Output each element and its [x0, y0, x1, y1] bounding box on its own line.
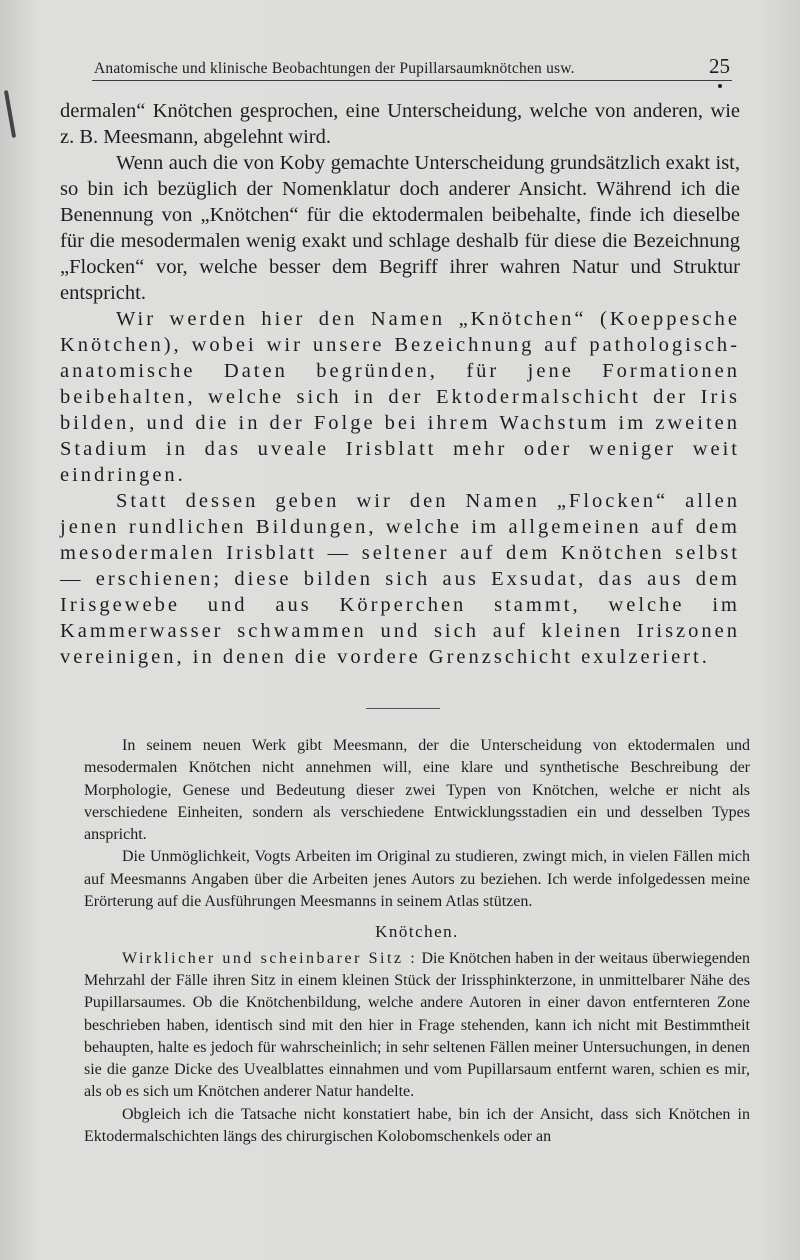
paragraph-3: Wir werden hier den Namen „Knötchen“ (Koeppesche Knötchen), wobei wir unsere Bezeichnung auf pathologisch-anatomische Daten begründen, für jene Formationen beibehalten, welche sich in der Ektodermalschicht der Iris bilden, und die in der Folge bei ihrem Wachstum im zweiten Stadium in das uveale Irisblatt mehr oder weniger weit eindringen.: [60, 308, 740, 486]
section-divider: [366, 708, 440, 709]
paragraph-1: dermalen“ Knötchen gesprochen, eine Unterscheidung, welche von anderen, wie z. B. Meesmann, abgelehnt wird.: [60, 100, 740, 148]
running-title: Anatomische und klinische Beobachtungen der Pupillarsaumknötchen usw.: [94, 60, 575, 77]
note-paragraph-2: Die Unmöglichkeit, Vogts Arbeiten im Original zu studieren, zwingt mich, in vielen Fällen mich auf Meesmanns Angaben über die Arbeiten jenes Autors zu beziehen. Ich werde infolgedessen meine Erörterung auf die Ausführungen Meesmanns in seinem Atlas stützen.: [84, 848, 750, 911]
page-header: [92, 52, 732, 81]
paragraph-4: Statt dessen geben wir den Namen „Flocken“ allen jenen rundlichen Bildungen, welche im allgemeinen auf dem mesodermalen Irisblatt — seltener auf dem Knötchen selbst — erschienen; diese bilden sich aus Exsudat, das aus dem Irisgewebe und aus Körperchen stammt, welche im Kammerwasser schwammen und sich auf kleinen Iriszonen vereinigen, in denen die vordere Grenzschicht exulzeriert.: [60, 490, 740, 668]
spaced-lead: Wirklicher und scheinbarer Sitz :: [122, 949, 418, 967]
pencil-mark: [4, 90, 16, 138]
paragraph-2: Wenn auch die von Koby gemachte Unterscheidung grundsätzlich exakt ist, so bin ich bezüglich der Nomenklatur doch anderer Ansicht. Während ich die Benennung von „Knötchen“ für die ektodermalen beibehalte, finde ich dieselbe für die mesodermalen wenig exakt und schlage deshalb für diese die Bezeichnung „Flocken“ vor, welche besser dem Begriff ihrer wahren Natur und Struktur entspricht.: [60, 152, 740, 304]
note-paragraph-3-text: Die Knötchen haben in der weitaus überwiegenden Mehrzahl der Fälle ihren Sitz in einem kleinen Stück der Irissphinkterzone, in unmittelbarer Nähe des Pupillarsaumes. Ob die Knötchenbildung, welche andere Autoren in einer davon entfernteren Zone beschrieben haben, identisch sind mit den hier in Frage stehenden, kann ich nicht mit Bestimmtheit behaupten, halte es jedoch für wahrscheinlich; in sehr seltenen Fällen meiner Untersuchungen, in denen sie die ganze Dicke des Uvealblattes einnahmen und vom Pupillarsaum entfernt waren, schien es mir, als ob es sich um Knötchen anderer Natur handelte.: [84, 949, 751, 1101]
note-paragraph-3: [84, 948, 750, 1104]
main-text: [60, 98, 740, 670]
ink-dot: [718, 84, 722, 88]
section-heading: Knötchen.: [375, 922, 459, 942]
page-number: 25: [709, 54, 730, 78]
note-paragraph-4: Obgleich ich die Tatsache nicht konstatiert habe, bin ich der Ansicht, dass sich Knötchen in Ektodermalschichten längs des chirurgischen Kolobomschenkels oder an: [84, 1105, 750, 1146]
note-paragraph-1: In seinem neuen Werk gibt Meesmann, der die Unterscheidung von ektodermalen und mesodermalen Knötchen nicht annehmen will, eine klare und synthetische Beschreibung der Morphologie, Genese und Bedeutung dieser zwei Typen von Knötchen, welche er nicht als verschiedene Einheiten, sondern als verschiedene Entwicklungsstadien ein und desselben Types anspricht.: [84, 737, 750, 844]
small-print-section: [84, 735, 750, 1148]
